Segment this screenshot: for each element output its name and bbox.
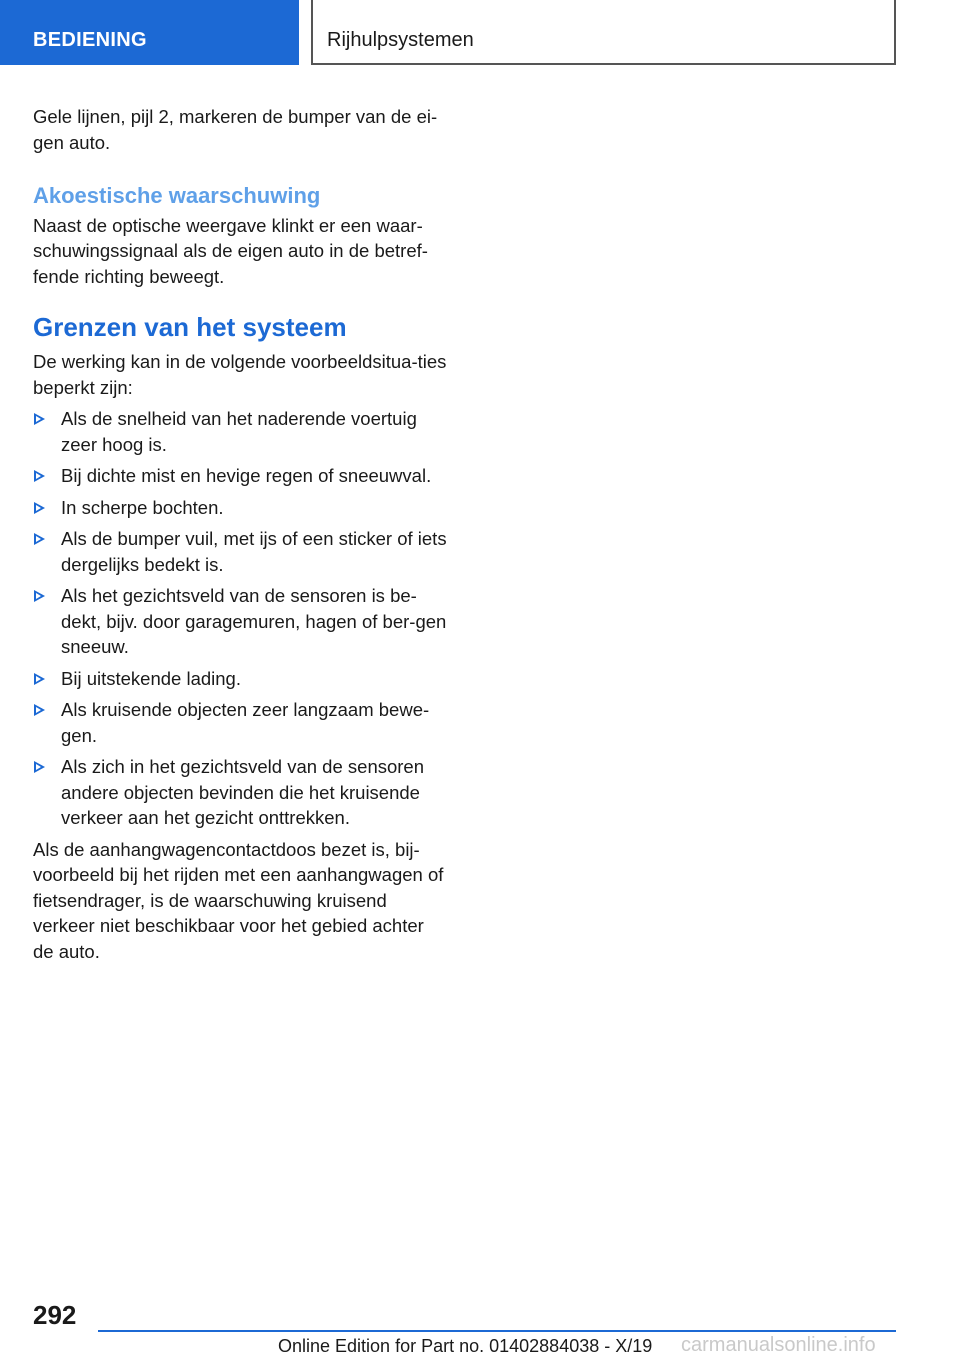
list-item [33,495,448,521]
list-item [33,666,448,692]
list-item [33,526,448,577]
list-item [33,406,448,457]
triangle-bullet-icon [34,413,45,425]
acoustic-heading: Akoestische waarschuwing [33,183,321,208]
triangle-bullet-icon [34,761,45,773]
triangle-bullet-icon [34,470,45,482]
list-item-text: Als de bumper vuil, met ijs of een sticker of iets dergelijks bedekt is. [61,528,447,575]
footer-divider [98,1330,896,1332]
triangle-bullet-icon [34,704,45,716]
edition-note: Online Edition for Part no. 01402884038 - X/19 [278,1336,653,1356]
list-item-text: Als zich in het gezichtsveld van de sensoren andere objecten bevinden die het kruisende verkeer aan het gezicht onttrekken. [61,756,425,828]
chapter-title-box [311,0,896,65]
limits-list [33,406,448,831]
list-item [33,754,448,831]
limits-heading: Grenzen van het systeem [33,312,347,342]
triangle-bullet-icon [34,502,45,514]
closing-paragraph: Als de aanhangwagencontactdoos bezet is, bij-voorbeeld bij het rijden met een aanhangwagen of fietsendrager, is de waarschuwing kruisend verkeer niet beschikbaar voor het gebied achter de auto. [33,838,444,962]
acoustic-paragraph: Naast de optische weergave klinkt er een waar-schuwingssignaal als de eigen auto in de betref-fende richting beweegt. [33,214,428,287]
list-item [33,463,448,489]
list-item-text: Als het gezichtsveld van de sensoren is be-dekt, bijv. door garagemuren, hagen of ber-gen sneeuw. [61,585,447,657]
list-item-text: Bij dichte mist en hevige regen of sneeuwval. [61,465,432,486]
section-label: BEDIENING [33,29,147,51]
list-item-text: Bij uitstekende lading. [61,667,241,689]
limits-intro: De werking kan in de volgende voorbeeldsitua-ties beperkt zijn: [33,351,447,398]
list-item-text: Als kruisende objecten zeer langzaam bewe-gen. [61,699,430,746]
triangle-bullet-icon [34,673,45,685]
list-item-text: Als de snelheid van het naderende voertuig zeer hoog is. [61,408,417,455]
list-item [33,697,448,748]
page-content [33,104,448,964]
page-number: 292 [33,1300,77,1330]
section-tab [0,0,299,65]
triangle-bullet-icon [34,533,45,545]
watermark: carmanualsonline.info [681,1334,876,1356]
chapter-title: Rijhulpsystemen [327,29,474,51]
triangle-bullet-icon [34,590,45,602]
intro-paragraph: Gele lijnen, pijl 2, markeren de bumper van de ei-gen auto. [33,106,438,153]
list-item [33,583,448,660]
list-item-text: In scherpe bochten. [61,496,224,518]
